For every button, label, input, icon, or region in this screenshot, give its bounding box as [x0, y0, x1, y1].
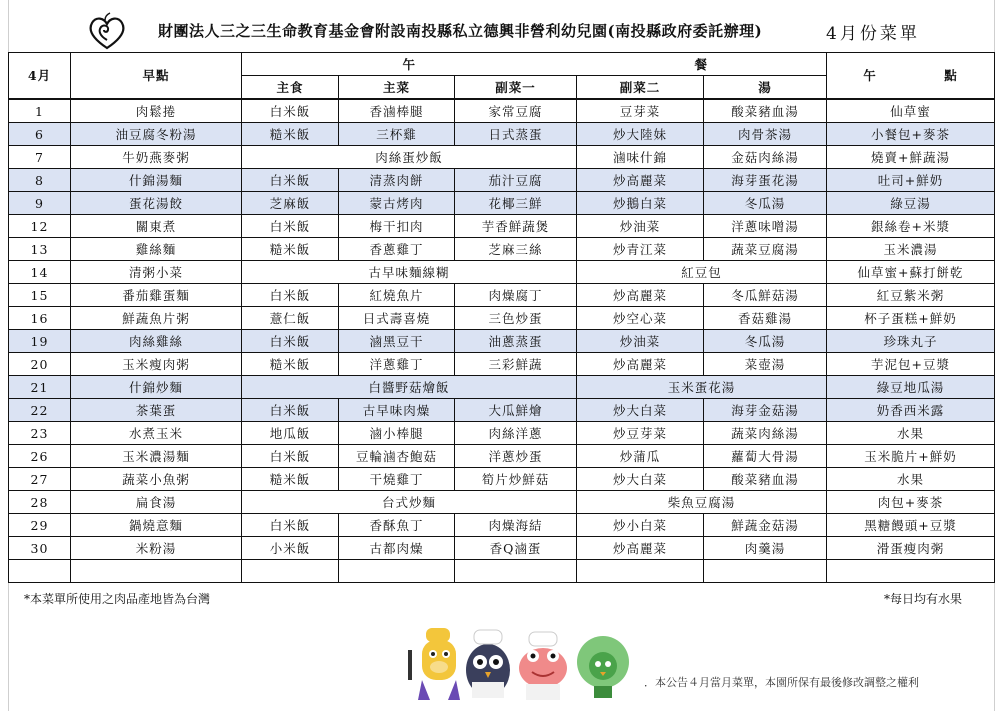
- lunch-column-header-left: 午: [242, 53, 577, 76]
- day-cell: 6: [9, 123, 71, 146]
- empty-cell: [577, 560, 704, 583]
- menu-row: [9, 353, 995, 376]
- lunch-merged-cell: 肉絲蛋炒飯: [242, 146, 577, 169]
- lunch-cell: 芝麻飯: [242, 192, 339, 215]
- lunch-cell: 白米飯: [242, 284, 339, 307]
- breakfast-cell: 扁食湯: [71, 491, 242, 514]
- menu-row: [9, 376, 995, 399]
- breakfast-cell: 肉絲雞絲: [71, 330, 242, 353]
- mascot-group: [408, 620, 638, 705]
- snack-cell: 銀絲卷+米漿: [827, 215, 995, 238]
- menu-row: [9, 99, 995, 123]
- day-cell: 20: [9, 353, 71, 376]
- snack-cell: 綠豆地瓜湯: [827, 376, 995, 399]
- lunch-cell: 炒高麗菜: [577, 353, 704, 376]
- lunch-cell: 肉燥海結: [455, 514, 577, 537]
- lunch-cell: 香Q滷蛋: [455, 537, 577, 560]
- lunch-cell: 筍片炒鮮菇: [455, 468, 577, 491]
- empty-cell: [9, 560, 71, 583]
- day-cell: 7: [9, 146, 71, 169]
- lunch-merged-cell: 台式炒麵: [242, 491, 577, 514]
- lunch-subheader: 主食: [242, 76, 339, 100]
- menu-row: [9, 284, 995, 307]
- lunch-cell: 香蔥雞丁: [339, 238, 455, 261]
- lunch-cell: 炒豆芽菜: [577, 422, 704, 445]
- snack-cell: 綠豆湯: [827, 192, 995, 215]
- lunch-cell: 肉羹湯: [704, 537, 827, 560]
- breakfast-cell: 鮮蔬魚片粥: [71, 307, 242, 330]
- lunch-cell: 炒高麗菜: [577, 537, 704, 560]
- lunch-cell: 豆輪滷杏鮑菇: [339, 445, 455, 468]
- breakfast-column-header: 早點: [71, 53, 242, 100]
- day-cell: 14: [9, 261, 71, 284]
- snack-cell: 杯子蛋糕+鮮奶: [827, 307, 995, 330]
- day-cell: 19: [9, 330, 71, 353]
- lunch-cell: 冬瓜鮮菇湯: [704, 284, 827, 307]
- lunch-cell: 大瓜鮮燴: [455, 399, 577, 422]
- day-cell: 16: [9, 307, 71, 330]
- snack-cell: 水果: [827, 422, 995, 445]
- lunch-cell: 白米飯: [242, 169, 339, 192]
- snack-cell: 肉包+麥茶: [827, 491, 995, 514]
- lunch-subheader: 副菜二: [577, 76, 704, 100]
- snack-cell: 滑蛋瘦肉粥: [827, 537, 995, 560]
- snack-cell: 仙草蜜: [827, 99, 995, 123]
- breakfast-cell: 水煮玉米: [71, 422, 242, 445]
- lunch-cell: 肉絲洋蔥: [455, 422, 577, 445]
- breakfast-cell: 蔬菜小魚粥: [71, 468, 242, 491]
- lunch-cell: 炒鵝白菜: [577, 192, 704, 215]
- lunch-cell: 酸菜豬血湯: [704, 468, 827, 491]
- snack-cell: 燒賣+鮮蔬湯: [827, 146, 995, 169]
- lunch-cell: 古早味肉燥: [339, 399, 455, 422]
- day-cell: 1: [9, 99, 71, 123]
- menu-row: [9, 307, 995, 330]
- lunch-cell: 芋香鮮蔬煲: [455, 215, 577, 238]
- breakfast-cell: 鍋燒意麵: [71, 514, 242, 537]
- lunch-cell: 冬瓜湯: [704, 192, 827, 215]
- menu-row: [9, 146, 995, 169]
- empty-cell: [242, 560, 339, 583]
- heart-swirl-logo-icon: [86, 12, 128, 52]
- lunch-cell: 家常豆腐: [455, 99, 577, 123]
- lunch-cell: 洋蔥雞丁: [339, 353, 455, 376]
- empty-cell: [827, 560, 995, 583]
- lunch-cell: 肉骨茶湯: [704, 123, 827, 146]
- lunch-cell: 蔬菜肉絲湯: [704, 422, 827, 445]
- lunch-cell: 白米飯: [242, 399, 339, 422]
- lunch-merged-cell: 白醬野菇燴飯: [242, 376, 577, 399]
- lunch-cell: 炒油菜: [577, 215, 704, 238]
- snack-cell: 芋泥包+豆漿: [827, 353, 995, 376]
- snack-cell: 黑糖饅頭+豆漿: [827, 514, 995, 537]
- lunch-cell: 白米飯: [242, 215, 339, 238]
- snack-cell: 奶香西米露: [827, 399, 995, 422]
- lunch-cell: 白米飯: [242, 330, 339, 353]
- lunch-cell: 干燒雞丁: [339, 468, 455, 491]
- snack-cell: 水果: [827, 468, 995, 491]
- breakfast-cell: 什錦炒麵: [71, 376, 242, 399]
- breakfast-cell: 米粉湯: [71, 537, 242, 560]
- snack-cell: 玉米脆片+鮮奶: [827, 445, 995, 468]
- header-row: [9, 53, 995, 76]
- breakfast-cell: 什錦湯麵: [71, 169, 242, 192]
- lunch-cell: 薏仁飯: [242, 307, 339, 330]
- lunch-cell: 紅燒魚片: [339, 284, 455, 307]
- lunch-cell: 炒大白菜: [577, 468, 704, 491]
- lunch-cell: 滷小棒腿: [339, 422, 455, 445]
- menu-table: [8, 52, 995, 583]
- day-cell: 13: [9, 238, 71, 261]
- lunch-cell: 炒大陸妹: [577, 123, 704, 146]
- breakfast-cell: 雞絲麵: [71, 238, 242, 261]
- lunch-subheader: 副菜一: [455, 76, 577, 100]
- breakfast-cell: 茶葉蛋: [71, 399, 242, 422]
- lunch-cell: 古都肉燥: [339, 537, 455, 560]
- lunch-subheader: 湯: [704, 76, 827, 100]
- lunch-cell: 金菇肉絲湯: [704, 146, 827, 169]
- lunch-cell: 糙米飯: [242, 353, 339, 376]
- menu-row: [9, 192, 995, 215]
- empty-row: [9, 560, 995, 583]
- fruit-note: *每日均有水果: [884, 592, 963, 606]
- menu-row: [9, 422, 995, 445]
- lunch-cell: 梅干扣肉: [339, 215, 455, 238]
- menu-row: [9, 491, 995, 514]
- breakfast-cell: 牛奶燕麥粥: [71, 146, 242, 169]
- lunch-cell: 炒高麗菜: [577, 169, 704, 192]
- day-cell: 27: [9, 468, 71, 491]
- menu-row: [9, 169, 995, 192]
- peacock-mascot-icon: [577, 636, 629, 698]
- menu-row: [9, 238, 995, 261]
- day-cell: 28: [9, 491, 71, 514]
- breakfast-cell: 玉米濃湯麵: [71, 445, 242, 468]
- day-cell: 21: [9, 376, 71, 399]
- breakfast-cell: 蛋花湯餃: [71, 192, 242, 215]
- snack-cell: 紅豆紫米粥: [827, 284, 995, 307]
- snack-cell: 小餐包+麥茶: [827, 123, 995, 146]
- lunch-cell: 滷味什錦: [577, 146, 704, 169]
- day-cell: 26: [9, 445, 71, 468]
- lunch-cell: 油蔥蒸蛋: [455, 330, 577, 353]
- empty-cell: [455, 560, 577, 583]
- snack-cell: 吐司+鮮奶: [827, 169, 995, 192]
- menu-row: [9, 514, 995, 537]
- empty-cell: [704, 560, 827, 583]
- lunch-cell: 日式壽喜燒: [339, 307, 455, 330]
- lunch-cell: 蒙古烤肉: [339, 192, 455, 215]
- lunch-cell: 炒油菜: [577, 330, 704, 353]
- menu-notice: ．本公告４月當月菜單，本園所保有最後修改調整之權利: [644, 676, 919, 689]
- lunch-cell: 糙米飯: [242, 123, 339, 146]
- day-cell: 8: [9, 169, 71, 192]
- snack-cell: 珍珠丸子: [827, 330, 995, 353]
- menu-row: [9, 537, 995, 560]
- lunch-cell: 酸菜豬血湯: [704, 99, 827, 123]
- day-cell: 23: [9, 422, 71, 445]
- lunch-cell: 日式蒸蛋: [455, 123, 577, 146]
- menu-row: [9, 261, 995, 284]
- lunch-cell: 糙米飯: [242, 238, 339, 261]
- day-cell: 15: [9, 284, 71, 307]
- lunch-merged-cell: 古早味麵線糊: [242, 261, 577, 284]
- lunch-cell: 白米飯: [242, 99, 339, 123]
- lunch-cell: 茄汁豆腐: [455, 169, 577, 192]
- lunch-cell: 白米飯: [242, 514, 339, 537]
- snack-cell: 玉米濃湯: [827, 238, 995, 261]
- lunch-cell: 豆芽菜: [577, 99, 704, 123]
- lunch-cell: 炒大白菜: [577, 399, 704, 422]
- lunch-cell: 炒空心菜: [577, 307, 704, 330]
- lunch-cell: 海芽金菇湯: [704, 399, 827, 422]
- menu-row: [9, 468, 995, 491]
- menu-row: [9, 215, 995, 238]
- lunch-cell: 肉燥腐丁: [455, 284, 577, 307]
- menu-month: 4月份菜單: [826, 24, 920, 44]
- snack-column-header: 午 點: [827, 53, 995, 100]
- lunch-merged-cell: 玉米蛋花湯: [577, 376, 827, 399]
- day-cell: 9: [9, 192, 71, 215]
- lunch-cell: 芝麻三絲: [455, 238, 577, 261]
- lunch-cell: 海芽蛋花湯: [704, 169, 827, 192]
- day-cell: 30: [9, 537, 71, 560]
- lunch-merged-cell: 紅豆包: [577, 261, 827, 284]
- lunch-cell: 鮮蔬金菇湯: [704, 514, 827, 537]
- empty-cell: [339, 560, 455, 583]
- lunch-cell: 糙米飯: [242, 468, 339, 491]
- lunch-cell: 蔬菜豆腐湯: [704, 238, 827, 261]
- date-column-header: 4月: [9, 53, 71, 100]
- lunch-cell: 地瓜飯: [242, 422, 339, 445]
- lunch-merged-cell: 柴魚豆腐湯: [577, 491, 827, 514]
- breakfast-cell: 肉鬆捲: [71, 99, 242, 123]
- lunch-cell: 炒蒲瓜: [577, 445, 704, 468]
- lunch-cell: 蘿蔔大骨湯: [704, 445, 827, 468]
- lunch-cell: 三杯雞: [339, 123, 455, 146]
- snack-cell: 仙草蜜+蘇打餅乾: [827, 261, 995, 284]
- lunch-cell: 炒青江菜: [577, 238, 704, 261]
- lunch-cell: 小米飯: [242, 537, 339, 560]
- day-cell: 12: [9, 215, 71, 238]
- menu-row: [9, 445, 995, 468]
- breakfast-cell: 玉米瘦肉粥: [71, 353, 242, 376]
- empty-cell: [71, 560, 242, 583]
- lunch-cell: 白米飯: [242, 445, 339, 468]
- breakfast-cell: 清粥小菜: [71, 261, 242, 284]
- owl-chef-mascot-icon: [466, 630, 510, 698]
- lunch-cell: 三色炒蛋: [455, 307, 577, 330]
- breakfast-cell: 番茄雞蛋麵: [71, 284, 242, 307]
- day-cell: 29: [9, 514, 71, 537]
- lunch-cell: 冬瓜湯: [704, 330, 827, 353]
- lunch-cell: 炒高麗菜: [577, 284, 704, 307]
- lunch-cell: 清蒸肉餅: [339, 169, 455, 192]
- page-title: 財團法人三之三生命教育基金會附設南投縣私立德興非營利幼兒園(南投縣政府委託辦理): [158, 22, 763, 40]
- meat-origin-note: *本菜單所使用之肉品產地皆為台灣: [24, 592, 211, 606]
- lunch-cell: 香酥魚丁: [339, 514, 455, 537]
- lunch-cell: 花椰三鮮: [455, 192, 577, 215]
- menu-row: [9, 399, 995, 422]
- breakfast-cell: 關東煮: [71, 215, 242, 238]
- breakfast-cell: 油豆腐冬粉湯: [71, 123, 242, 146]
- day-cell: 22: [9, 399, 71, 422]
- lunch-cell: 香菇雞湯: [704, 307, 827, 330]
- lunch-column-header-right: 餐: [577, 53, 827, 76]
- lunch-cell: 滷黑豆干: [339, 330, 455, 353]
- lunch-cell: 香滷棒腿: [339, 99, 455, 123]
- lunch-cell: 洋蔥味噌湯: [704, 215, 827, 238]
- lunch-cell: 三彩鮮蔬: [455, 353, 577, 376]
- horse-mascot-icon: [408, 628, 460, 700]
- frog-chef-mascot-icon: [519, 632, 567, 700]
- menu-row: [9, 123, 995, 146]
- lunch-cell: 菜壺湯: [704, 353, 827, 376]
- menu-row: [9, 330, 995, 353]
- lunch-cell: 洋蔥炒蛋: [455, 445, 577, 468]
- lunch-cell: 炒小白菜: [577, 514, 704, 537]
- lunch-subheader: 主菜: [339, 76, 455, 100]
